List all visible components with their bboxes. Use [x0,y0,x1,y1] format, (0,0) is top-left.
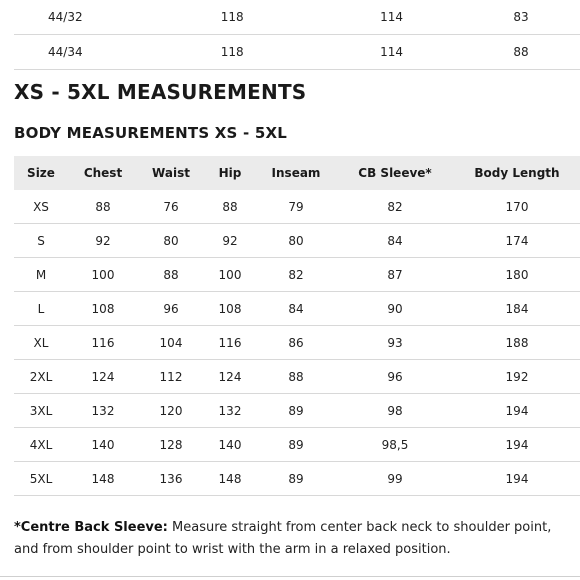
measurement-cell: 124 [204,360,256,394]
measurement-cell: 184 [454,292,580,326]
measurement-cell: 89 [256,428,336,462]
measurement-cell: 93 [336,326,454,360]
measurement-cell: 84 [256,292,336,326]
measurement-cell: 88 [256,360,336,394]
previous-size-table [14,0,580,70]
measurement-cell: 128 [138,428,204,462]
table-cell: 44/34 [14,35,143,70]
measurement-cell: 120 [138,394,204,428]
measurement-cell: 92 [204,224,256,258]
measurement-cell: 98,5 [336,428,454,462]
table-row [14,0,580,35]
measurement-cell: 82 [256,258,336,292]
measurement-cell: 194 [454,462,580,496]
column-header-cb-sleeve: CB Sleeve* [336,156,454,190]
measurement-cell: 90 [336,292,454,326]
measurement-cell: 100 [204,258,256,292]
measurement-cell: 84 [336,224,454,258]
column-header-inseam: Inseam [256,156,336,190]
measurement-cell: 194 [454,428,580,462]
table-row [14,428,580,462]
measurement-cell: 116 [204,326,256,360]
measurement-cell: 124 [68,360,138,394]
table-row [14,394,580,428]
size-cell: 3XL [14,394,68,428]
measurement-cell: 92 [68,224,138,258]
divider [0,576,580,577]
table-row [14,190,580,224]
size-cell: XS [14,190,68,224]
measurement-cell: 104 [138,326,204,360]
measurement-cell: 192 [454,360,580,394]
column-header-hip: Hip [204,156,256,190]
measurement-cell: 100 [68,258,138,292]
column-header-waist: Waist [138,156,204,190]
section-heading: XS - 5XL MEASUREMENTS [14,80,307,104]
table-header-row [14,156,580,190]
table-cell: 44/32 [14,0,143,35]
measurement-cell: 82 [336,190,454,224]
size-cell: 2XL [14,360,68,394]
measurement-cell: 79 [256,190,336,224]
table-cell: 114 [321,0,462,35]
table-row [14,326,580,360]
measurement-cell: 89 [256,394,336,428]
measurement-cell: 96 [138,292,204,326]
table-row [14,35,580,70]
table-row [14,360,580,394]
measurement-cell: 99 [336,462,454,496]
size-cell: M [14,258,68,292]
measurement-cell: 112 [138,360,204,394]
table-cell: 114 [321,35,462,70]
table-row [14,292,580,326]
measurement-cell: 96 [336,360,454,394]
column-header-size: Size [14,156,68,190]
size-cell: 4XL [14,428,68,462]
column-header-body-length: Body Length [454,156,580,190]
footnote [14,517,574,561]
measurement-cell: 188 [454,326,580,360]
measurement-cell: 80 [256,224,336,258]
measurement-cell: 86 [256,326,336,360]
measurement-cell: 132 [204,394,256,428]
table-cell: 118 [143,35,321,70]
measurement-cell: 87 [336,258,454,292]
measurement-cell: 98 [336,394,454,428]
measurement-cell: 174 [454,224,580,258]
measurement-cell: 140 [68,428,138,462]
table-cell: 88 [462,35,580,70]
body-measurements-table [14,156,580,496]
footnote-label: *Centre Back Sleeve: [14,520,168,535]
measurement-cell: 89 [256,462,336,496]
table-cell: 83 [462,0,580,35]
measurement-cell: 148 [204,462,256,496]
measurement-cell: 170 [454,190,580,224]
measurement-cell: 148 [68,462,138,496]
measurement-cell: 132 [68,394,138,428]
table-cell: 118 [143,0,321,35]
measurement-cell: 108 [68,292,138,326]
measurement-cell: 76 [138,190,204,224]
column-header-chest: Chest [68,156,138,190]
measurement-cell: 194 [454,394,580,428]
table-title: BODY MEASUREMENTS XS - 5XL [14,124,287,142]
measurement-cell: 88 [204,190,256,224]
size-cell: 5XL [14,462,68,496]
measurement-cell: 88 [138,258,204,292]
size-cell: L [14,292,68,326]
measurement-cell: 80 [138,224,204,258]
measurement-cell: 108 [204,292,256,326]
table-row [14,462,580,496]
measurement-cell: 140 [204,428,256,462]
footnote-text: Measure straight from center back neck to shoulder point, and from shoulder point to wrist with the arm in a relaxed position. [14,520,552,557]
size-cell: S [14,224,68,258]
measurement-cell: 88 [68,190,138,224]
measurement-cell: 136 [138,462,204,496]
table-row [14,258,580,292]
measurement-cell: 180 [454,258,580,292]
table-row [14,224,580,258]
measurement-cell: 116 [68,326,138,360]
size-cell: XL [14,326,68,360]
